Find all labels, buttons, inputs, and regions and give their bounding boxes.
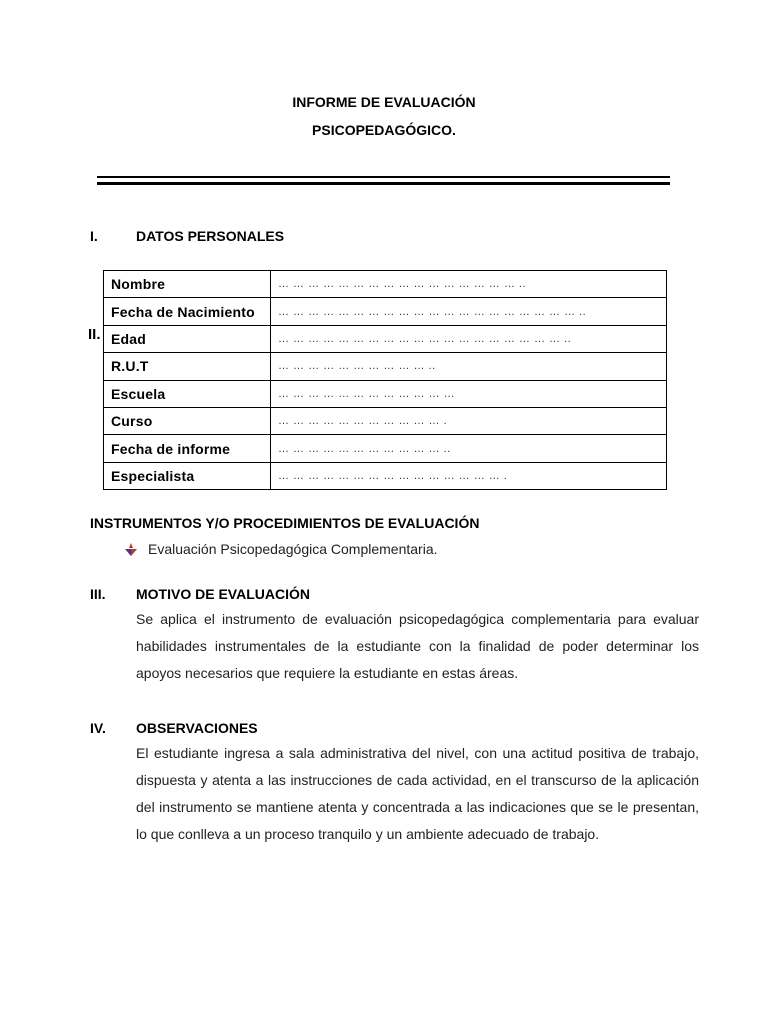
row-value-edad: … … … … … … … … … … … … … … … … … … … ..: [271, 325, 667, 352]
table-row: [104, 407, 667, 434]
row-value-rut: … … … … … … … … … … ..: [271, 353, 667, 380]
table-row: [104, 271, 667, 298]
row-value-escuela: … … … … … … … … … … … …: [271, 380, 667, 407]
section-4-number: IV.: [90, 720, 106, 736]
row-label-fecha-nacimiento: Fecha de Nacimiento: [104, 298, 271, 325]
section-4-paragraph: El estudiante ingresa a sala administrativa del nivel, con una actitud positiva de trabajo, dispuesta y atenta a las instrucciones de cada actividad, en el transcurso de la aplicación del instrumento se mantiene atenta y concentrada a las indicaciones que se le presentan, lo que conlleva a un proceso tranquilo y un ambiente adecuado de trabajo.: [136, 745, 699, 842]
row-label-fecha-informe: Fecha de informe: [104, 435, 271, 462]
row-value-nombre: … … … … … … … … … … … … … … … … ..: [271, 271, 667, 298]
title-divider-top: [97, 176, 670, 178]
section-1-title: DATOS PERSONALES: [136, 228, 285, 244]
row-label-escuela: Escuela: [104, 380, 271, 407]
document-title-line2: PSICOPEDAGÓGICO.: [312, 122, 456, 138]
row-label-rut: R.U.T: [104, 353, 271, 380]
section-4-title: OBSERVACIONES: [136, 720, 258, 736]
diamond-bullet-icon: [125, 543, 137, 556]
row-label-curso: Curso: [104, 407, 271, 434]
row-value-especialista: … … … … … … … … … … … … … … … .: [271, 462, 667, 489]
section-1-number: I.: [90, 228, 98, 244]
section-3-paragraph: Se aplica el instrumento de evaluación psicopedagógica complementaria para evaluar habilidades instrumentales de la estudiante con la finalidad de poder determinar los apoyos necesarios que requiere la estudiante en estas áreas.: [136, 611, 699, 681]
row-label-edad: Edad: [104, 325, 271, 352]
table-row: [104, 462, 667, 489]
table-row: [104, 380, 667, 407]
instrument-list-item: Evaluación Psicopedagógica Complementaria.: [148, 541, 438, 557]
table-row: [104, 435, 667, 462]
row-value-curso: … … … … … … … … … … … .: [271, 407, 667, 434]
row-label-especialista: Especialista: [104, 462, 271, 489]
row-value-fecha-informe: … … … … … … … … … … … ..: [271, 435, 667, 462]
table-row: [104, 353, 667, 380]
row-value-fecha-nacimiento: … … … … … … … … … … … … … … … … … … … … ..: [271, 298, 667, 325]
title-divider-bottom: [97, 182, 670, 185]
table-row: [104, 298, 667, 325]
section-2-number: II.: [88, 326, 101, 343]
section-3-number: III.: [90, 586, 106, 602]
document-title-line1: INFORME DE EVALUACIÓN: [292, 94, 476, 110]
section-3-title: MOTIVO DE EVALUACIÓN: [136, 586, 310, 602]
table-row: [104, 325, 667, 352]
row-label-nombre: Nombre: [104, 271, 271, 298]
section-2-title: INSTRUMENTOS Y/O PROCEDIMIENTOS DE EVALUACIÓN: [90, 515, 480, 531]
personal-data-table: [103, 270, 667, 490]
